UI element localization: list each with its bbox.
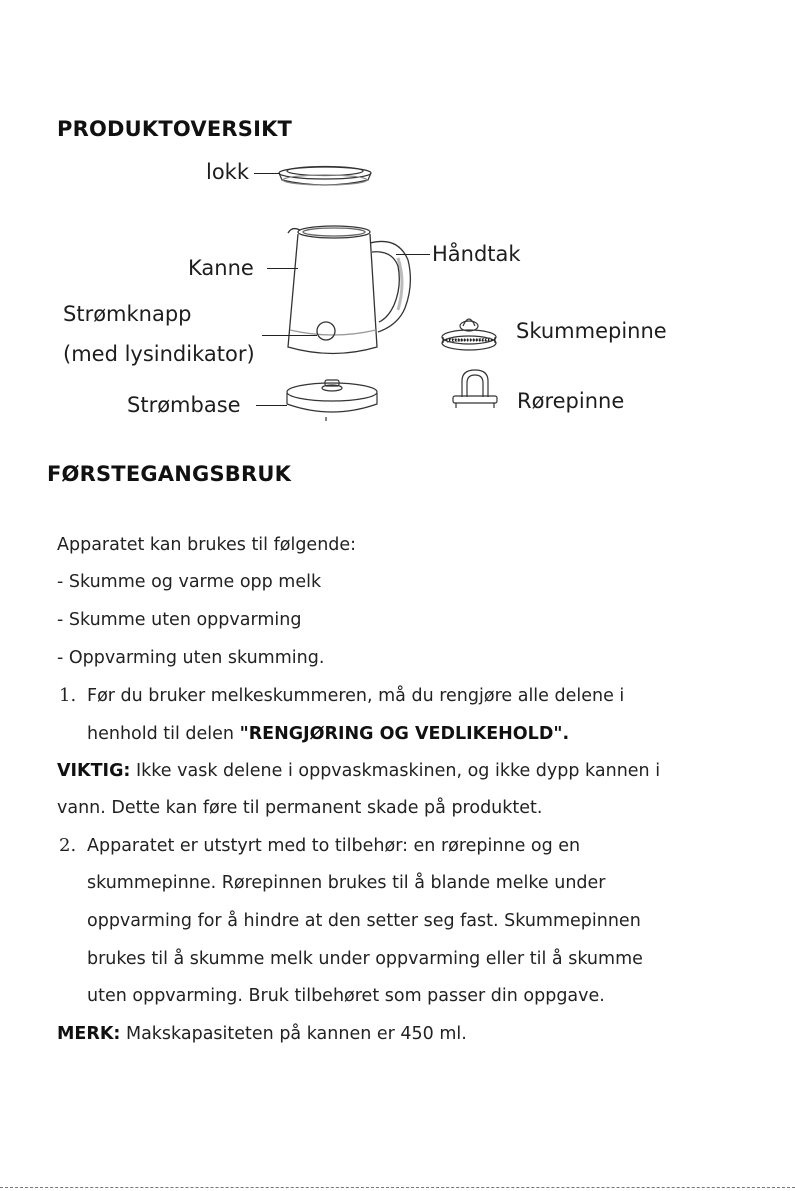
use-item: - Skumme uten oppvarming: [57, 610, 302, 630]
label-power-button-line1: Strømknapp: [63, 302, 192, 326]
cleaning-section-reference: "RENGJØRING OG VEDLIKEHOLD".: [239, 724, 570, 744]
label-jug: Kanne: [188, 256, 254, 280]
step2-line: oppvarming for å hindre at den setter seg fast. Skummepinnen: [87, 911, 641, 931]
important-line1: [57, 759, 660, 783]
label-froth-whisk: Skummepinne: [516, 319, 667, 343]
step2-number: 2.: [59, 835, 77, 856]
step1-number: 1.: [59, 685, 77, 706]
cut-line: [0, 1187, 795, 1188]
overview-heading: PRODUKTOVERSIKT: [57, 117, 293, 141]
step1-line2: [87, 722, 569, 746]
intro-text: Apparatet kan brukes til følgende:: [57, 535, 357, 555]
important-label: VIKTIG:: [57, 761, 131, 781]
label-handle: Håndtak: [432, 242, 521, 266]
leader-jug: [267, 268, 298, 269]
note-line: [57, 1022, 467, 1046]
label-power-base: Strømbase: [127, 393, 241, 417]
step1-line2-prefix: henhold til delen: [87, 724, 240, 744]
label-stir-whisk: Rørepinne: [517, 389, 625, 413]
lid-illustration: [279, 167, 371, 186]
note-label: MERK:: [57, 1024, 121, 1044]
step2-line: uten oppvarming. Bruk tilbehøret som passer din oppgave.: [87, 986, 605, 1006]
first-use-heading: FØRSTEGANGSBRUK: [47, 462, 292, 486]
leader-power-base: [256, 405, 287, 406]
base-illustration: [287, 380, 377, 421]
step2-line: skummepinne. Rørepinnen brukes til å blande melke under: [87, 873, 606, 893]
froth-whisk-illustration: [442, 319, 496, 350]
important-text: Ikke vask delene i oppvaskmaskinen, og ikke dypp kannen i: [130, 761, 661, 781]
product-diagram: [0, 0, 795, 440]
leader-power-button: [262, 335, 317, 336]
step2-line: brukes til å skumme melk under oppvarming eller til å skumme: [87, 949, 643, 969]
stir-whisk-illustration: [453, 370, 497, 408]
step1-line1: Før du bruker melkeskummeren, må du rengjøre alle delene i: [87, 686, 625, 706]
use-item: - Oppvarming uten skumming.: [57, 648, 325, 668]
note-text: Makskapasiteten på kannen er 450 ml.: [120, 1024, 467, 1044]
step2-line: Apparatet er utstyrt med to tilbehør: en rørepinne og en: [87, 836, 581, 856]
use-item: - Skumme og varme opp melk: [57, 572, 322, 592]
leader-lid: [254, 173, 280, 174]
label-lid: lokk: [206, 160, 250, 184]
important-line2: vann. Dette kan føre til permanent skade på produktet.: [57, 798, 543, 818]
leader-handle: [396, 254, 430, 255]
label-power-button-line2: (med lysindikator): [63, 342, 255, 366]
